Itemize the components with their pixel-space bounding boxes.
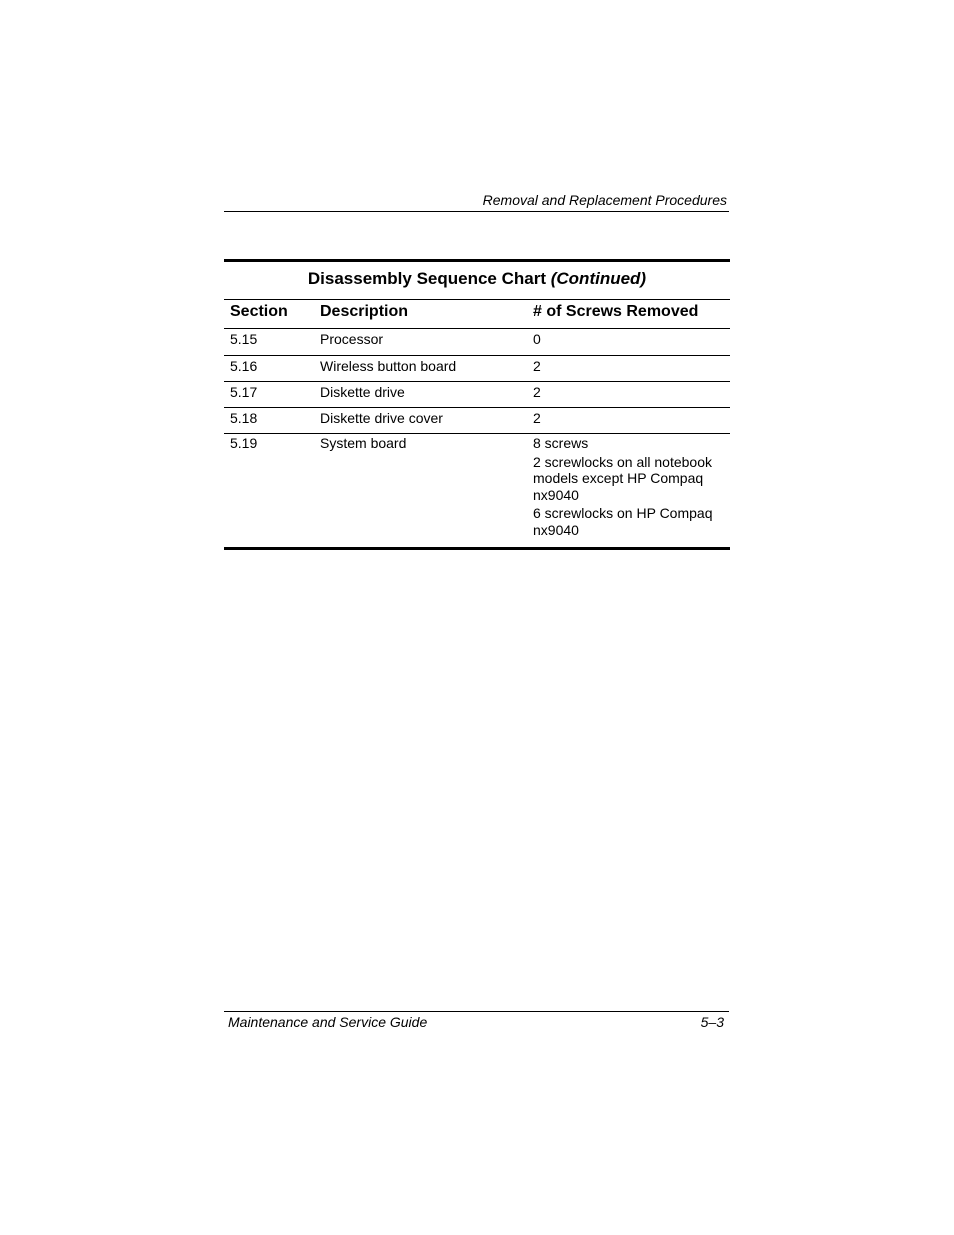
- screws-cell: 2: [533, 410, 541, 426]
- section-cell: 5.17: [230, 384, 258, 400]
- column-header-section: Section: [230, 303, 288, 320]
- section-cell: 5.16: [230, 358, 258, 374]
- chart-title: [224, 262, 730, 300]
- running-header: Removal and Replacement Procedures: [482, 192, 727, 208]
- description-cell: Diskette drive: [320, 384, 405, 400]
- page-number: 5–3: [700, 1014, 724, 1030]
- column-header-screws: # of Screws Removed: [533, 303, 699, 320]
- screws-note: 8 screws: [533, 435, 589, 451]
- table-row: [224, 382, 730, 408]
- footer-guide-title: Maintenance and Service Guide: [228, 1014, 428, 1030]
- description-cell: System board: [320, 435, 407, 451]
- table-row: [224, 329, 730, 356]
- screws-note: 2 screwlocks on all notebook models except HP Compaq nx9040: [533, 453, 712, 503]
- header-rule: [224, 211, 729, 212]
- description-cell: Processor: [320, 331, 384, 347]
- screws-note: 6 screwlocks on HP Compaq nx9040: [533, 505, 713, 538]
- table-row: [224, 434, 730, 547]
- disassembly-chart: [224, 259, 730, 550]
- table-header-row: [224, 300, 730, 329]
- chart-title-suffix: (Continued): [550, 269, 647, 288]
- table-row: [224, 408, 730, 434]
- table-row: [224, 356, 730, 382]
- section-cell: 5.19: [230, 435, 258, 451]
- screws-cell: [528, 434, 730, 540]
- section-cell: 5.18: [230, 410, 258, 426]
- screws-cell: 2: [533, 358, 541, 374]
- screws-cell: 0: [533, 331, 541, 347]
- description-cell: Diskette drive cover: [320, 410, 443, 426]
- screws-cell: 2: [533, 384, 541, 400]
- chart-title-text: Disassembly Sequence Chart: [307, 269, 546, 288]
- description-cell: Wireless button board: [320, 358, 457, 374]
- column-header-description: Description: [320, 303, 409, 320]
- section-cell: 5.15: [230, 331, 258, 347]
